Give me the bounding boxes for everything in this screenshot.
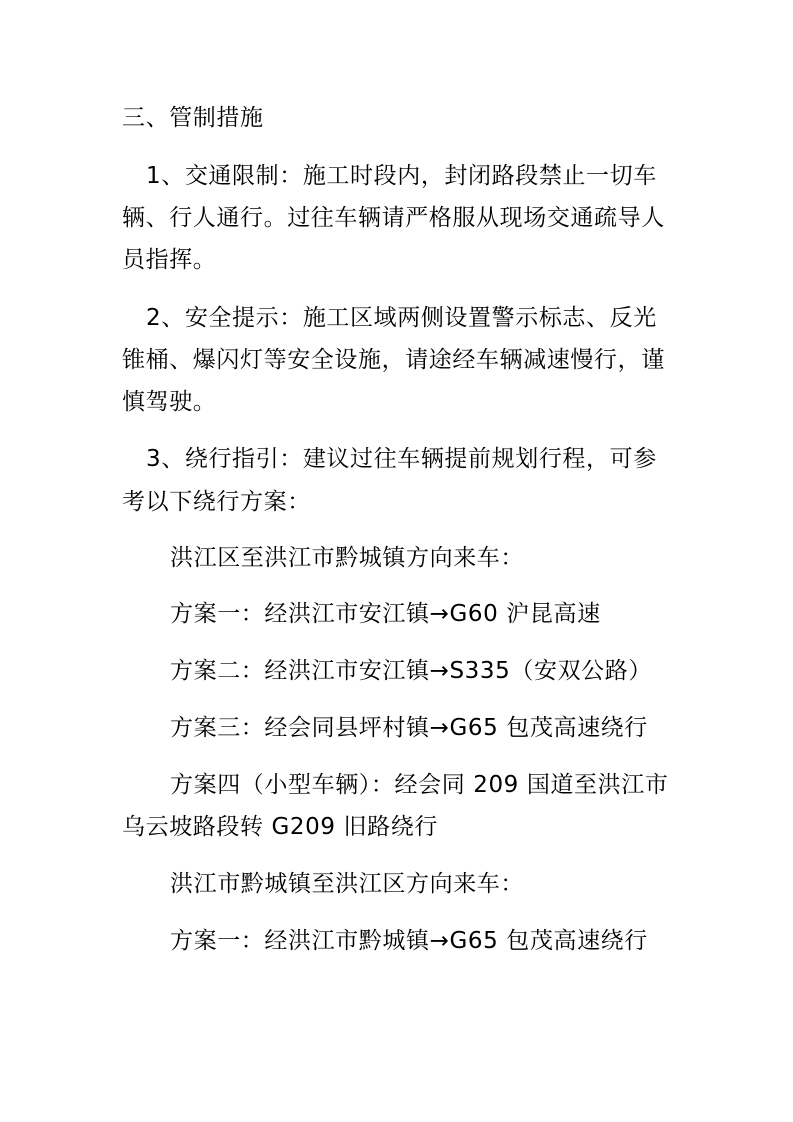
item-2-line-2: 锥桶、爆闪灯等安全设施，请途经车辆减速慢行，谨 (122, 347, 665, 373)
section-heading: 三、管制措施 (122, 105, 264, 131)
item-3-line-1: 3、绕行指引：建议过往车辆提前规划行程，可参 (146, 446, 657, 472)
detour-group-2-title: 洪江市黔城镇至洪江区方向来车： (170, 871, 524, 897)
item-2-line-3: 慎驾驶。 (122, 389, 217, 415)
detour-plan-1: 方案一：经洪江市安江镇→G60 沪昆高速 (170, 601, 601, 627)
item-1-line-1: 1、交通限制：施工时段内，封闭路段禁止一切车 (146, 163, 657, 189)
detour-group-2-plan-1: 方案一：经洪江市黔城镇→G65 包茂高速绕行 (170, 928, 648, 954)
detour-plan-2: 方案二：经洪江市安江镇→S335（安双公路） (170, 658, 652, 684)
item-1-line-2: 辆、行人通行。过往车辆请严格服从现场交通疏导人 (122, 205, 665, 231)
detour-plan-4-line-1: 方案四（小型车辆）：经会同 209 国道至洪江市 (170, 772, 669, 798)
item-2-line-1: 2、安全提示：施工区域两侧设置警示标志、反光 (146, 305, 657, 331)
item-1-line-3: 员指挥。 (122, 247, 217, 273)
detour-group-1-title: 洪江区至洪江市黔城镇方向来车： (170, 545, 524, 571)
item-3-line-2: 考以下绕行方案： (122, 489, 311, 515)
detour-plan-3: 方案三：经会同县坪村镇→G65 包茂高速绕行 (170, 715, 648, 741)
detour-plan-4-line-2: 乌云坡路段转 G209 旧路绕行 (122, 814, 438, 840)
